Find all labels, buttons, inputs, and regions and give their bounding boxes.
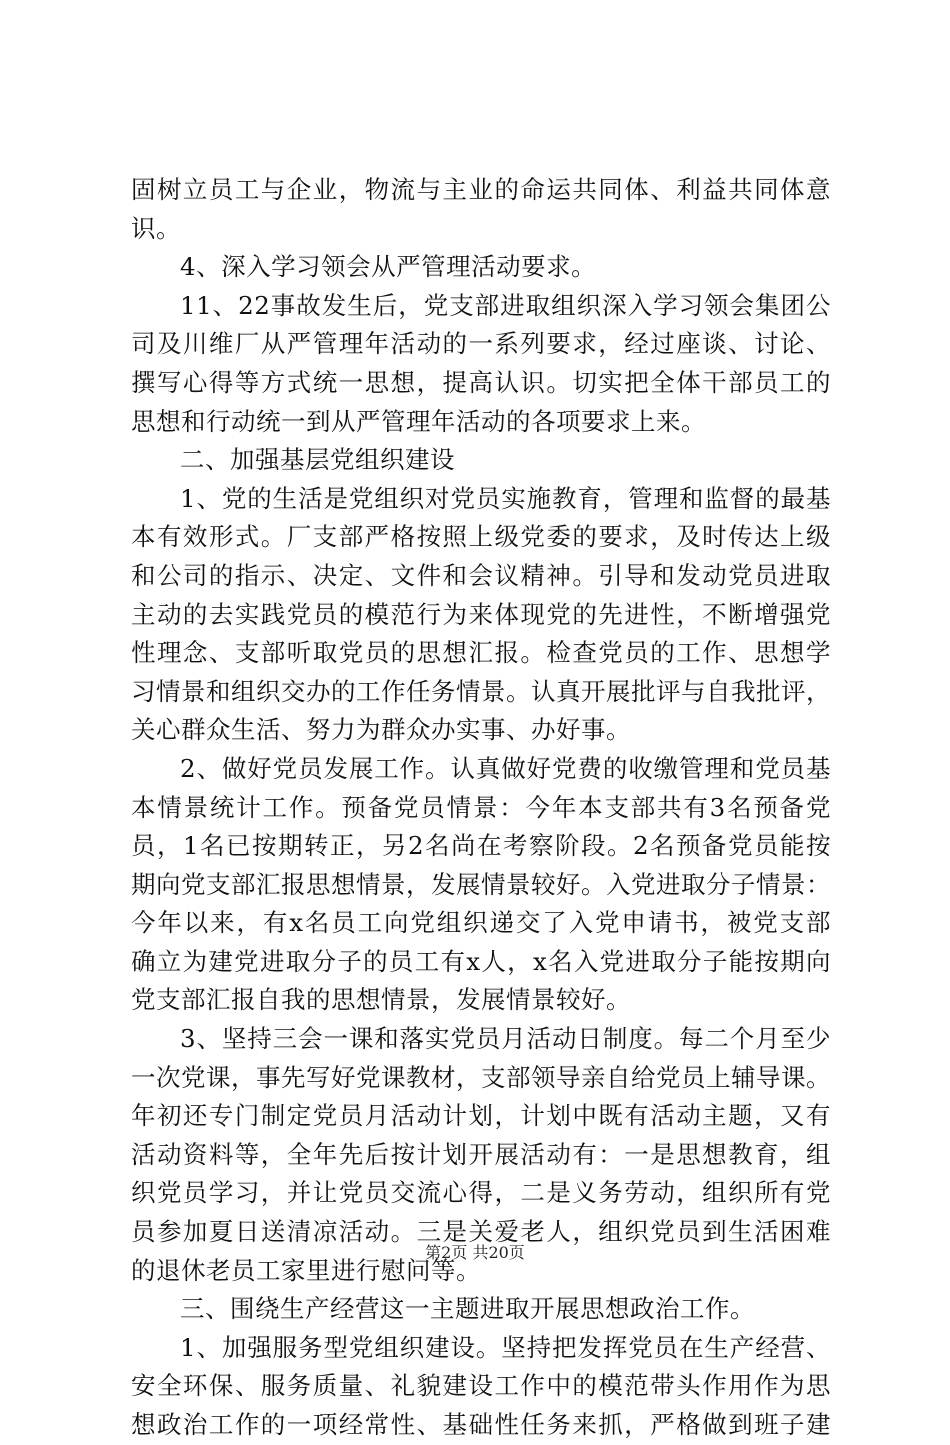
text-line: 年初还专门制定党员月活动计划，计划中既有活动主题，又有: [131, 1101, 831, 1131]
text-line: 2、做好党员发展工作。认真做好党费的收缴管理和党员基: [180, 753, 831, 783]
text-line: 期向党支部汇报思想情景，发展情景较好。入党进取分子情景：: [131, 869, 831, 899]
text-line: 员，1名已按期转正，另2名尚在考察阶段。2名预备党员能按: [131, 831, 831, 861]
text-line: 关心群众生活、努力为群众办实事、办好事。: [131, 715, 631, 745]
text-line: 员参加夏日送清凉活动。三是关爱老人，组织党员到生活困难: [131, 1217, 831, 1247]
text-line: 识。: [131, 213, 181, 243]
text-line: 本有效形式。厂支部严格按照上级党委的要求，及时传达上级: [131, 522, 831, 552]
text-line: 思想和行动统一到从严管理年活动的各项要求上来。: [131, 406, 706, 436]
text-line: 和公司的指示、决定、文件和会议精神。引导和发动党员进取: [131, 560, 831, 590]
section-heading: 三、围绕生产经营这一主题进取开展思想政治工作。: [180, 1294, 755, 1324]
text-line: 一次党课，事先写好党课教材，支部领导亲自给党员上辅导课。: [131, 1062, 831, 1092]
text-line: 织党员学习，并让党员交流心得，二是义务劳动，组织所有党: [131, 1178, 831, 1208]
text-line: 撰写心得等方式统一思想，提高认识。切实把全体干部员工的: [131, 367, 831, 397]
text-line: 性理念、支部听取党员的思想汇报。检查党员的工作、思想学: [131, 638, 831, 668]
text-line: 1、加强服务型党组织建设。坚持把发挥党员在生产经营、: [180, 1332, 831, 1362]
text-line: 党支部汇报自我的思想情景，发展情景较好。: [131, 985, 631, 1015]
section-heading: 二、加强基层党组织建设: [180, 445, 455, 475]
text-line: 习情景和组织交办的工作任务情景。认真开展批评与自我批评，: [131, 676, 831, 706]
text-line: 4、深入学习领会从严管理活动要求。: [180, 252, 597, 282]
text-line: 的退休老员工家里进行慰问等。: [131, 1255, 481, 1285]
text-line: 想政治工作的一项经常性、基础性任务来抓，严格做到班子建: [131, 1410, 831, 1439]
page-number-footer: 第2页 共20页: [425, 1243, 525, 1262]
text-line: 今年以来，有x名员工向党组织递交了入党申请书，被党支部: [131, 908, 831, 938]
text-line: 3、坚持三会一课和落实党员月活动日制度。每二个月至少: [180, 1024, 831, 1054]
text-line: 司及川维厂从严管理年活动的一系列要求，经过座谈、讨论、: [131, 329, 831, 359]
text-line: 固树立员工与企业，物流与主业的命运共同体、利益共同体意: [131, 175, 831, 204]
text-line: 本情景统计工作。预备党员情景：今年本支部共有3名预备党: [131, 792, 831, 822]
text-line: 1、党的生活是党组织对党员实施教育，管理和监督的最基: [180, 483, 831, 513]
text-line: 安全环保、服务质量、礼貌建设工作中的模范带头作用作为思: [131, 1371, 831, 1401]
text-line: 主动的去实践党员的模范行为来体现党的先进性，不断增强党: [131, 599, 831, 629]
text-line: 11、22事故发生后，党支部进取组织深入学习领会集团公: [180, 290, 831, 320]
text-line: 活动资料等，全年先后按计划开展活动有：一是思想教育，组: [131, 1139, 831, 1169]
text-line: 确立为建党进取分子的员工有x人，x名入党进取分子能按期向: [131, 946, 831, 976]
